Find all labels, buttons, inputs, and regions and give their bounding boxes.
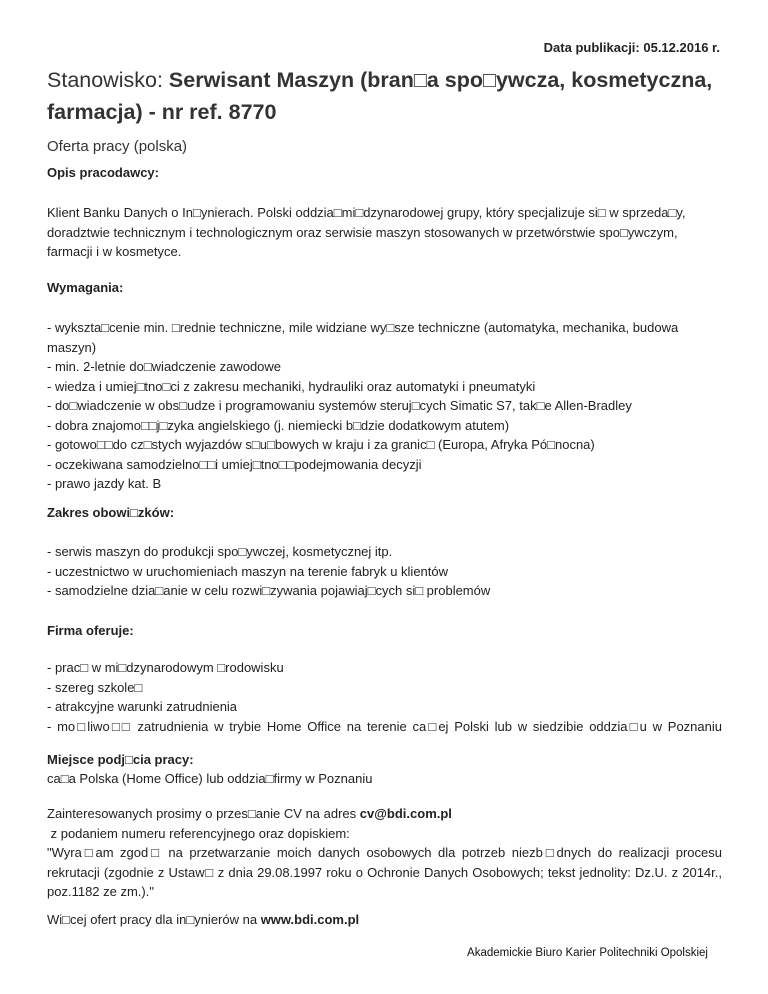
employer-heading: Opis pracodawcy: bbox=[47, 165, 159, 180]
duties-list bbox=[47, 542, 722, 601]
duties-heading: Zakres obowi□zków: bbox=[47, 505, 175, 520]
requirement-item: - oczekiwana samodzielno□□i umiej□tno□□podejmowania decyzji bbox=[47, 456, 422, 472]
apply-lead: Zainteresowanych prosimy o przes□anie CV na adres bbox=[47, 806, 360, 821]
apply-instructions bbox=[47, 804, 722, 902]
duty-item: - uczestnictwo w uruchomieniach maszyn na terenie fabryk u klientów bbox=[47, 563, 449, 579]
job-title-main: Serwisant Maszyn (bran□a spo□ywcza, kosmetyczna, farmacja) - nr ref. 8770 bbox=[47, 68, 713, 124]
apply-reference-note: z podaniem numeru referencyjnego oraz dopiskiem: bbox=[47, 825, 350, 841]
offer-item: - szereg szkole□ bbox=[47, 679, 143, 695]
offer-heading: Firma oferuje: bbox=[47, 623, 134, 638]
requirements-list bbox=[47, 318, 722, 494]
requirements-heading: Wymagania: bbox=[47, 280, 124, 295]
more-offers bbox=[47, 910, 722, 930]
requirement-item: - dobra znajomo□□j□zyka angielskiego (j. niemiecki b□dzie dodatkowym atutem) bbox=[47, 417, 510, 433]
requirement-item: - gotowo□□do cz□stych wyjazdów s□u□bowych w kraju i za granic□ (Europa, Afryka Pó□nocna) bbox=[47, 437, 595, 452]
consent-clause: "Wyra□am zgod□ na przetwarzanie moich danych osobowych dla potrzeb niezb□dnych do realizacji procesu rekrutacji (zgodnie z Ustaw□ z dnia 29.08.1997 roku o Ochronie Danych Osobowych; tekst jednolity: Dz.U. z 2014r., poz.1182 ze zm.)." bbox=[47, 845, 722, 899]
job-title-prefix: Stanowisko: bbox=[47, 68, 169, 92]
offer-item: - mo□liwo□□ zatrudnienia w trybie Home Office na terenie ca□ej Polski lub w siedzibie oddzia□u w Poznaniu bbox=[47, 718, 722, 734]
offer-item: - atrakcyjne warunki zatrudnienia bbox=[47, 699, 238, 714]
job-title bbox=[47, 64, 737, 128]
requirement-item: - min. 2-letnie do□wiadczenie zawodowe bbox=[47, 359, 282, 374]
website-link[interactable]: www.bdi.com.pl bbox=[260, 912, 360, 927]
more-offers-lead: Wi□cej ofert pracy dla in□ynierów na bbox=[47, 912, 261, 927]
duty-item: - samodzielne dzia□anie w celu rozwi□zywania pojawiaj□cych si□ problemów bbox=[47, 583, 491, 598]
offer-list bbox=[47, 658, 722, 736]
requirement-item: - wykszta□cenie min. □rednie techniczne, mile widziane wy□sze techniczne (automatyka, mechanika, budowa maszyn) bbox=[47, 320, 679, 355]
offer-item: - prac□ w mi□dzynarodowym □rodowisku bbox=[47, 660, 284, 675]
apply-email-link[interactable]: cv@bdi.com.pl bbox=[359, 806, 452, 821]
footer-organization: Akademickie Biuro Karier Politechniki Opolskiej bbox=[467, 947, 708, 959]
location-heading: Miejsce podj□cia pracy: bbox=[47, 752, 194, 767]
publication-date: Data publikacji: 05.12.2016 r. bbox=[543, 40, 720, 55]
requirement-item: - do□wiadczenie w obs□udze i programowaniu systemów steruj□cych Simatic S7, tak□e Allen-Bradley bbox=[47, 398, 632, 413]
offer-type: Oferta pracy (polska) bbox=[47, 138, 188, 155]
duty-item: - serwis maszyn do produkcji spo□ywczej, kosmetycznej itp. bbox=[47, 544, 393, 559]
requirement-item: - prawo jazdy kat. B bbox=[47, 476, 162, 491]
location-text: ca□a Polska (Home Office) lub oddzia□firmy w Poznaniu bbox=[47, 771, 373, 786]
employer-description: Klient Banku Danych o In□ynierach. Polski oddzia□mi□dzynarodowej grupy, który specjalizuje si□ w sprzeda□y, doradztwie technicznym i technologicznym oraz serwisie maszyn stosowanych w przetwórstwie spo□ywczym, farmacji i w kosmetyce. bbox=[47, 205, 686, 259]
requirement-item: - wiedza i umiej□tno□ci z zakresu mechaniki, hydrauliki oraz automatyki i pneumatyki bbox=[47, 378, 536, 394]
